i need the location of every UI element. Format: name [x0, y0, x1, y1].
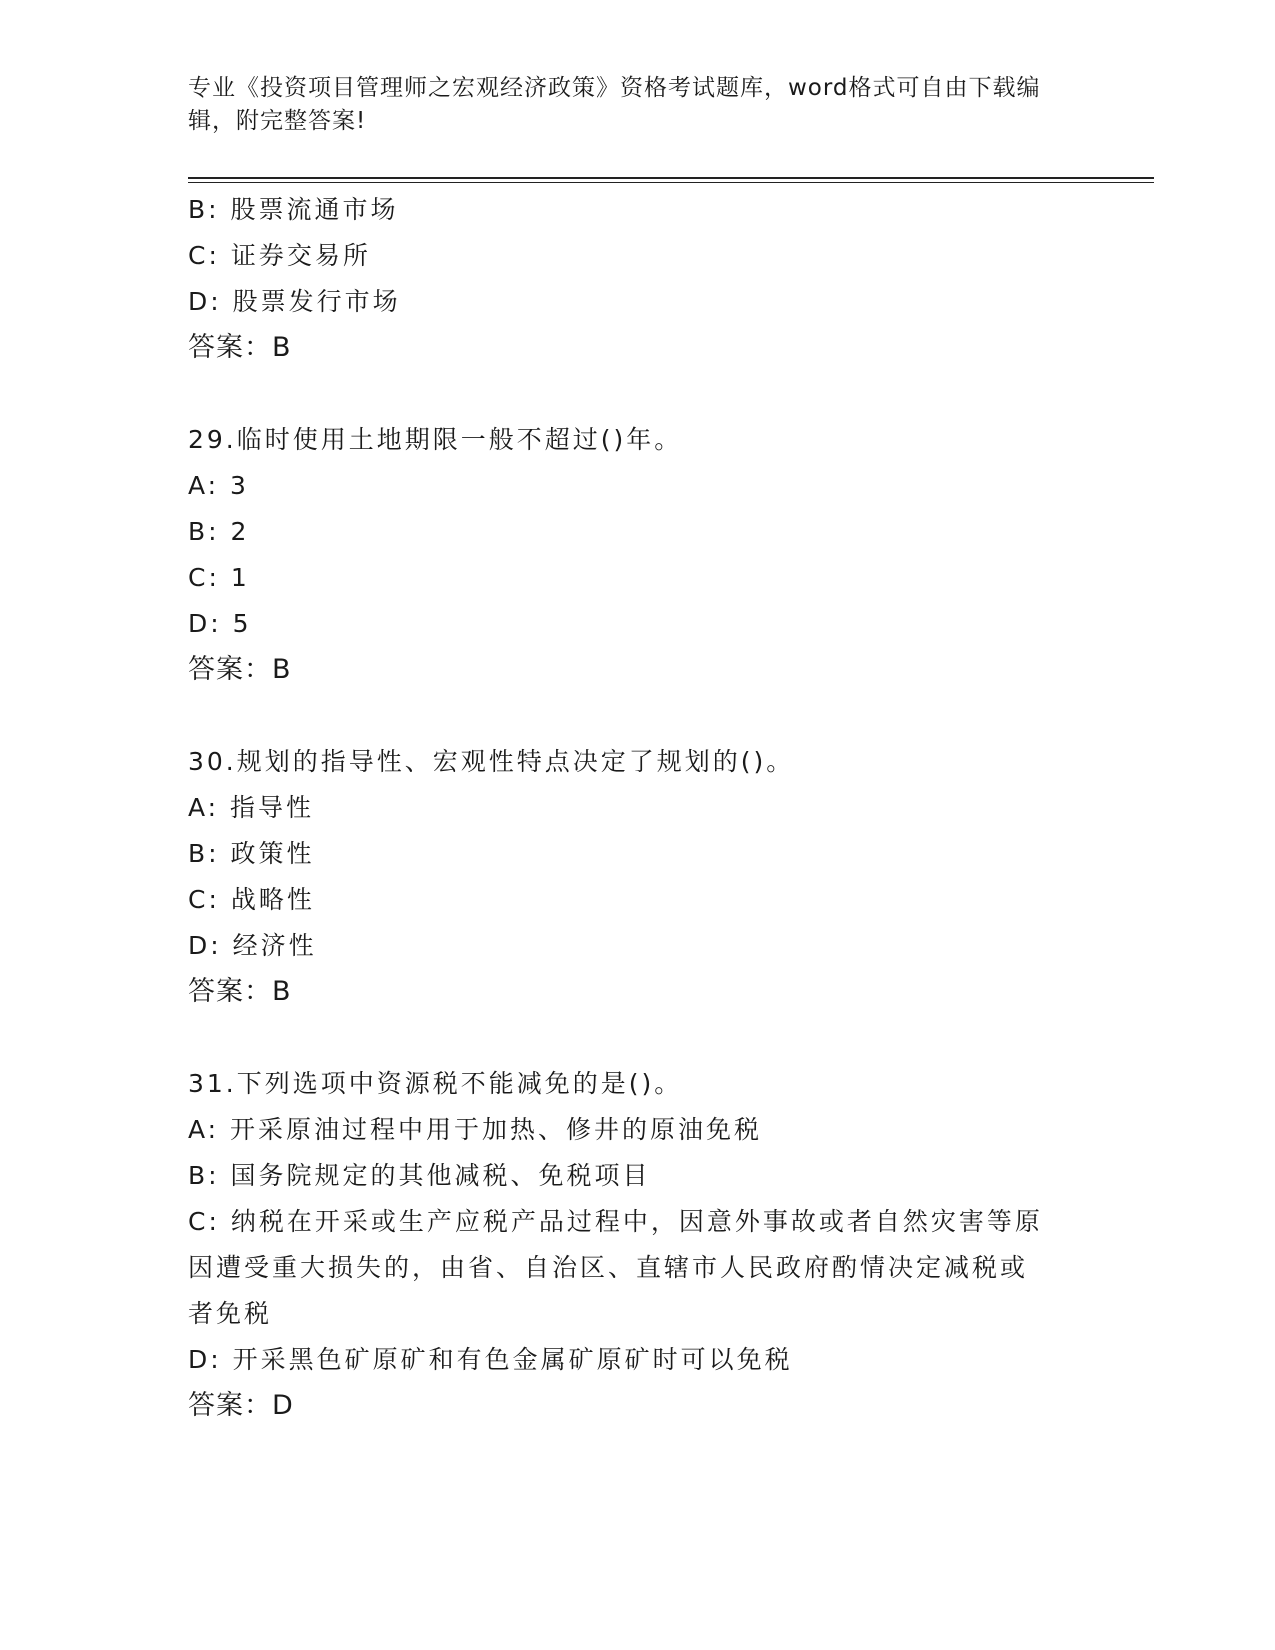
option-d: D: 开采黑色矿原矿和有色金属矿原矿时可以免税: [188, 1345, 793, 1374]
option-d: D: 股票发行市场: [188, 287, 401, 316]
question-29: [188, 417, 1088, 693]
answer: 答案：B: [188, 976, 292, 1007]
question-stem: 31.下列选项中资源税不能减免的是()。: [188, 1069, 683, 1098]
option-d: D: 经济性: [188, 931, 317, 960]
question-30: [188, 739, 1088, 1015]
option-c: C: 战略性: [188, 885, 315, 914]
document-header: [188, 72, 1088, 138]
option-c-line-1: C: 纳税在开采或生产应税产品过程中，因意外事故或者自然灾害等原: [188, 1207, 1043, 1236]
option-a: A: 3: [188, 471, 249, 500]
header-divider-thin: [188, 182, 1154, 183]
question-28-continued: [188, 187, 1088, 371]
option-a: A: 开采原油过程中用于加热、修井的原油免税: [188, 1115, 763, 1144]
option-b: B: 股票流通市场: [188, 195, 399, 224]
option-a: A: 指导性: [188, 793, 315, 822]
question-list: [188, 187, 1088, 1429]
option-c-line-2: 因遭受重大损失的，由省、自治区、直辖市人民政府酌情决定减税或: [188, 1253, 1029, 1282]
option-d: D: 5: [188, 609, 252, 638]
option-b: B: 政策性: [188, 839, 315, 868]
header-line-1: 专业《投资项目管理师之宏观经济政策》资格考试题库，word格式可自由下载编: [188, 75, 1041, 101]
answer: 答案：B: [188, 654, 292, 685]
question-stem: 30.规划的指导性、宏观性特点决定了规划的()。: [188, 747, 795, 776]
header-line-2: 辑，附完整答案!: [188, 108, 367, 134]
option-b: B: 国务院规定的其他减税、免税项目: [188, 1161, 651, 1190]
header-divider-thick: [188, 177, 1154, 179]
answer: 答案：D: [188, 1390, 294, 1421]
question-31: [188, 1061, 1088, 1429]
question-stem: 29.临时使用土地期限一般不超过()年。: [188, 425, 683, 454]
option-c: C: 1: [188, 563, 250, 592]
answer: 答案：B: [188, 332, 292, 363]
option-c-line-3: 者免税: [188, 1299, 273, 1328]
option-c: C: 证券交易所: [188, 241, 371, 270]
option-b: B: 2: [188, 517, 250, 546]
